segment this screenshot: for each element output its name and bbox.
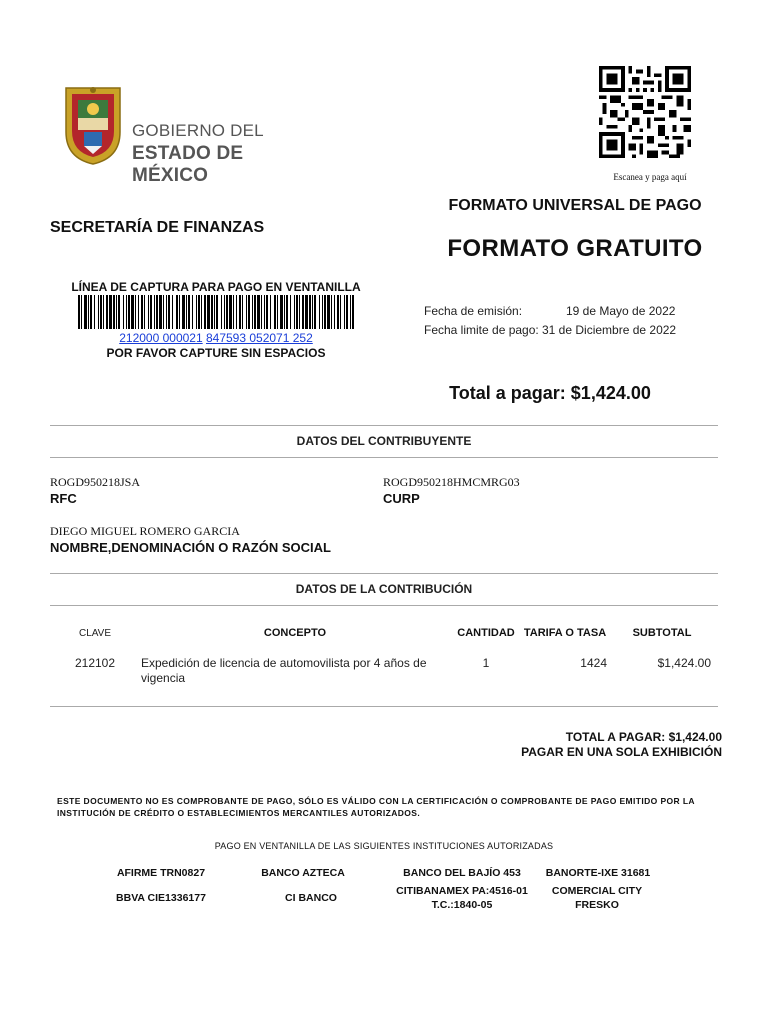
cell-concepto: Expedición de licencia de automovilista por 4 años de vigencia — [141, 656, 427, 685]
gov-title-line1: GOBIERNO DEL — [132, 121, 264, 140]
captura-number-part2[interactable]: 847593 052071 252 — [205, 331, 313, 345]
cell-clave: 212102 — [74, 656, 116, 670]
bancos-title: PAGO EN VENTANILLA DE LAS SIGUIENTES INSTITUCIONES AUTORIZADAS — [214, 841, 554, 851]
bank-item: COMERCIAL CITY FRESKO — [551, 885, 643, 911]
divider — [50, 605, 718, 606]
col-header-clave: CLAVE — [78, 628, 112, 639]
qr-code-icon — [596, 66, 694, 158]
col-header-subtotal: SUBTOTAL — [632, 627, 692, 639]
divider — [50, 573, 718, 574]
bank-item: BANCO AZTECA — [261, 867, 345, 879]
bank-item: AFIRME TRN0827 — [116, 867, 206, 879]
curp-value: ROGD950218HMCMRG03 — [383, 475, 520, 489]
coat-of-arms-icon — [62, 84, 124, 166]
exhibicion-note: PAGAR EN UNA SOLA EXHIBICIÓN — [521, 745, 722, 759]
bank-item: BBVA CIE1336177 — [116, 892, 206, 904]
barcode-icon — [78, 295, 354, 329]
bank-item: CITIBANAMEX PA:4516-01 T.C.:1840-05 — [396, 885, 528, 911]
fecha-limite-value: 31 de Diciembre de 2022 — [542, 323, 677, 337]
disclaimer-text: ESTE DOCUMENTO NO ES COMPROBANTE DE PAGO, SÓLO ES VÁLIDO CON LA CERTIFICACIÓN O COMPROBANTE DE PAGO EMITIDO POR LA INSTITUCIÓN DE CRÉDITO O ESTABLECIMIENTOS MERCANTILES AUTORIZADOS. — [57, 796, 695, 818]
fecha-emision-label: Fecha de emisión: — [424, 304, 523, 318]
fecha-emision-value: 19 de Mayo de 2022 — [566, 304, 676, 318]
secretaria-title: SECRETARÍA DE FINANZAS — [50, 219, 265, 236]
nombre-label: NOMBRE,DENOMINACIÓN O RAZÓN SOCIAL — [50, 540, 331, 555]
nombre-value: DIEGO MIGUEL ROMERO GARCIA — [50, 524, 240, 538]
linea-captura-number — [50, 331, 382, 345]
divider — [50, 425, 718, 426]
gobierno-logo — [62, 84, 322, 186]
divider — [50, 706, 718, 707]
cell-subtotal: $1,424.00 — [657, 656, 711, 670]
divider — [50, 457, 718, 458]
contribucion-section-title: DATOS DE LA CONTRIBUCIÓN — [295, 582, 473, 596]
formato-universal-title: FORMATO UNIVERSAL DE PAGO — [448, 197, 702, 214]
bank-item: CI BANCO — [285, 892, 337, 904]
captura-number-part1[interactable]: 212000 000021 — [119, 331, 203, 345]
captura-note: POR FAVOR CAPTURE SIN ESPACIOS — [106, 346, 326, 360]
total-a-pagar: Total a pagar: $1,424.00 — [449, 383, 651, 403]
linea-captura-title: LÍNEA DE CAPTURA PARA PAGO EN VENTANILLA — [71, 280, 361, 294]
curp-label: CURP — [383, 491, 420, 506]
contribuyente-section-title: DATOS DEL CONTRIBUYENTE — [296, 434, 472, 448]
col-header-tarifa: TARIFA O TASA — [523, 627, 607, 639]
bank-item: BANORTE-IXE 31681 — [545, 867, 651, 879]
cell-cantidad: 1 — [482, 656, 490, 670]
qr-caption: Escanea y paga aquí — [613, 172, 687, 182]
cell-tarifa: 1424 — [580, 656, 607, 670]
bank-item: BANCO DEL BAJÍO 453 — [403, 867, 521, 879]
rfc-value: ROGD950218JSA — [50, 475, 141, 489]
fecha-limite-label: Fecha limite de pago: — [424, 323, 539, 337]
total-line: TOTAL A PAGAR: $1,424.00 — [565, 730, 722, 744]
col-header-concepto: CONCEPTO — [263, 627, 327, 639]
gov-title-line2: ESTADO DE MÉXICO — [132, 143, 244, 186]
formato-gratuito-title: FORMATO GRATUITO — [447, 235, 703, 262]
col-header-cantidad: CANTIDAD — [457, 627, 515, 639]
rfc-label: RFC — [50, 491, 77, 506]
